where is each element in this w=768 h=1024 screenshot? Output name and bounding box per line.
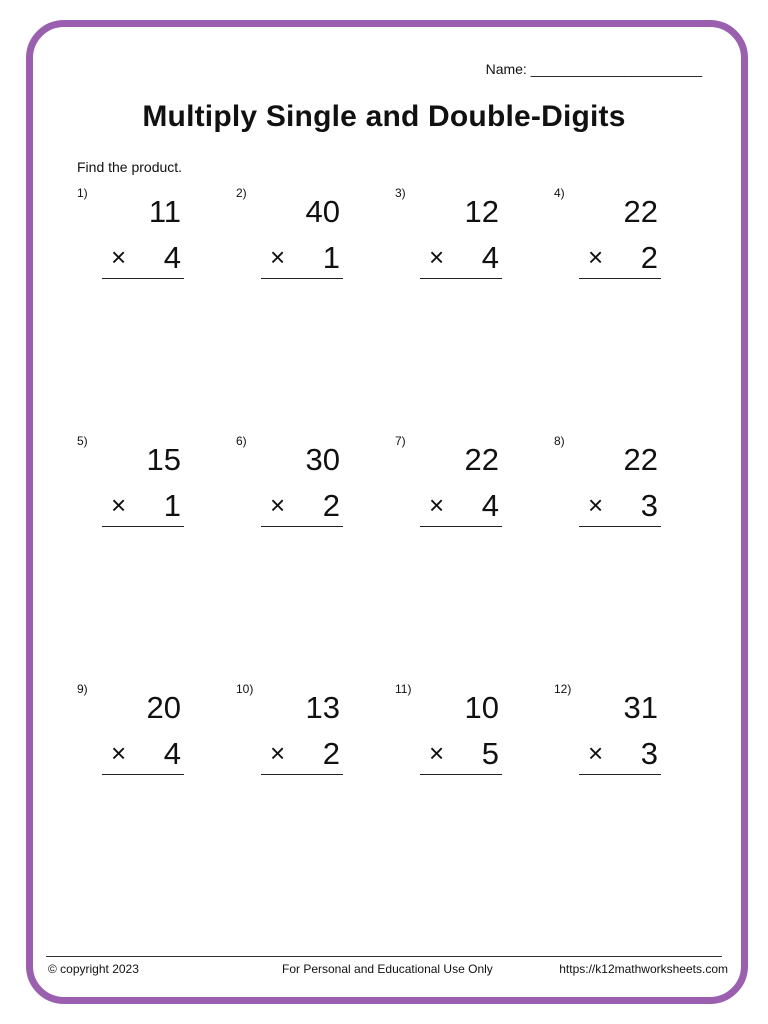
multiplicand: 30 <box>305 442 340 477</box>
times-sign: × <box>270 738 286 768</box>
answer-line <box>261 278 343 279</box>
answer-line <box>579 774 661 775</box>
multiplicand: 10 <box>464 690 499 725</box>
times-sign: × <box>111 490 127 520</box>
multiplicand: 13 <box>305 690 340 725</box>
problem-12 <box>554 682 684 792</box>
times-sign: × <box>270 490 286 520</box>
times-sign: × <box>588 738 604 768</box>
problem-10 <box>236 682 366 792</box>
answer-line <box>102 774 184 775</box>
problem-11 <box>395 682 525 792</box>
answer-line <box>102 526 184 527</box>
problem-6 <box>236 434 366 544</box>
multiplicand: 20 <box>146 690 181 725</box>
problem-number: 2) <box>236 186 247 200</box>
multiplier: 2 <box>322 736 340 771</box>
multiplicand: 22 <box>623 194 658 229</box>
multiplier: 5 <box>481 736 499 771</box>
multiplicand: 22 <box>623 442 658 477</box>
multiplier: 2 <box>640 240 658 275</box>
problem-number: 6) <box>236 434 247 448</box>
answer-line <box>579 526 661 527</box>
times-sign: × <box>429 738 445 768</box>
problem-2 <box>236 186 366 296</box>
answer-line <box>420 526 502 527</box>
multiplicand: 12 <box>464 194 499 229</box>
problem-number: 3) <box>395 186 406 200</box>
problem-number: 5) <box>77 434 88 448</box>
times-sign: × <box>111 242 127 272</box>
problem-number: 1) <box>77 186 88 200</box>
answer-line <box>420 774 502 775</box>
problem-1 <box>77 186 207 296</box>
times-sign: × <box>429 242 445 272</box>
multiplier: 1 <box>322 240 340 275</box>
answer-line <box>420 278 502 279</box>
problem-number: 12) <box>554 682 572 696</box>
problem-number: 9) <box>77 682 88 696</box>
problem-5 <box>77 434 207 544</box>
multiplier: 3 <box>640 736 658 771</box>
multiplier: 3 <box>640 488 658 523</box>
problem-number: 11) <box>395 682 412 696</box>
times-sign: × <box>270 242 286 272</box>
worksheet-title: Multiply Single and Double-Digits <box>142 100 626 133</box>
name-field-label: Name: ______________________ <box>485 61 702 77</box>
multiplier: 1 <box>163 488 181 523</box>
answer-line <box>261 526 343 527</box>
problem-4 <box>554 186 684 296</box>
instructions: Find the product. <box>77 159 183 175</box>
problem-3 <box>395 186 525 296</box>
multiplicand: 11 <box>148 194 181 229</box>
problem-number: 7) <box>395 434 406 448</box>
multiplier: 4 <box>481 488 499 523</box>
footer-url: https://k12mathworksheets.com <box>559 962 728 976</box>
problem-number: 4) <box>554 186 565 200</box>
problem-8 <box>554 434 684 544</box>
answer-line <box>102 278 184 279</box>
multiplier: 4 <box>163 240 181 275</box>
multiplier: 4 <box>163 736 181 771</box>
multiplicand: 22 <box>464 442 499 477</box>
times-sign: × <box>429 490 445 520</box>
problem-9 <box>77 682 207 792</box>
multiplier: 4 <box>481 240 499 275</box>
problem-number: 10) <box>236 682 254 696</box>
footer-usage-note: For Personal and Educational Use Only <box>282 962 493 976</box>
problem-number: 8) <box>554 434 565 448</box>
times-sign: × <box>111 738 127 768</box>
multiplicand: 40 <box>305 194 340 229</box>
times-sign: × <box>588 242 604 272</box>
times-sign: × <box>588 490 604 520</box>
problem-7 <box>395 434 525 544</box>
multiplicand: 15 <box>146 442 181 477</box>
answer-line <box>579 278 661 279</box>
answer-line <box>261 774 343 775</box>
footer-divider <box>46 956 722 957</box>
multiplier: 2 <box>322 488 340 523</box>
footer-copyright: © copyright 2023 <box>48 962 139 976</box>
multiplicand: 31 <box>623 690 658 725</box>
